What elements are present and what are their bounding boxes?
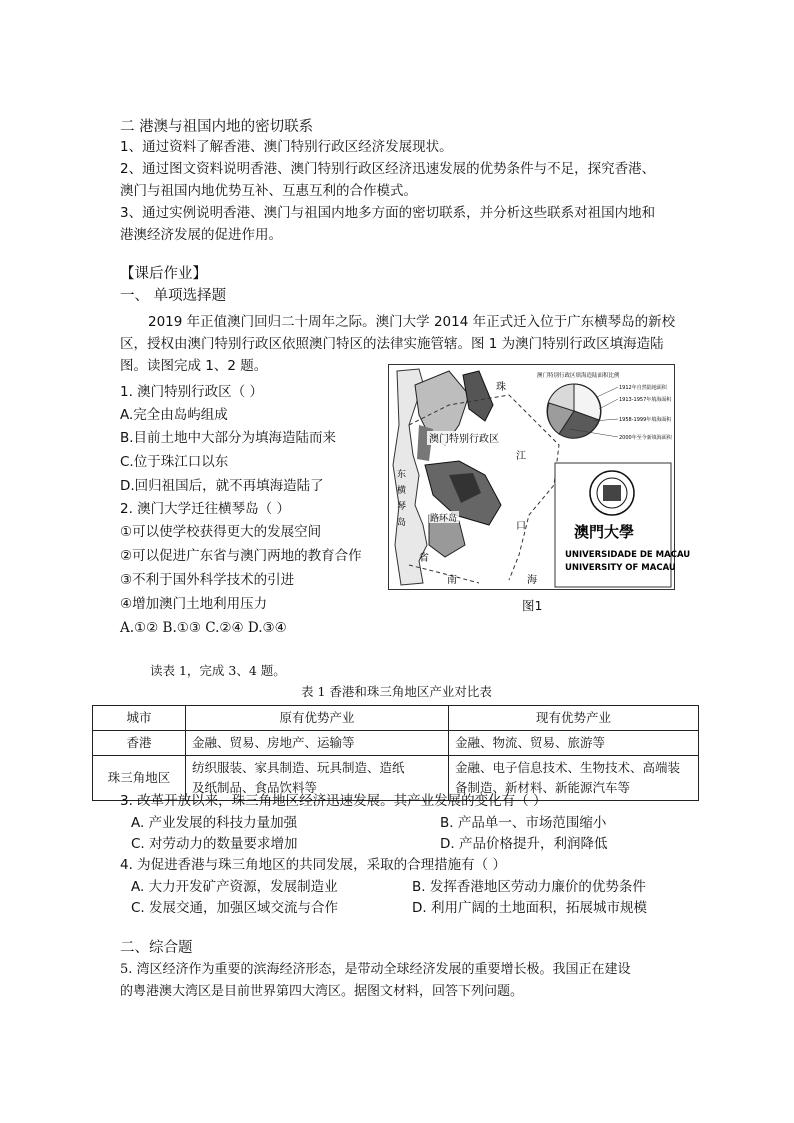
svg-text:东: 东 xyxy=(397,470,407,480)
table-cell-city: 珠三角地区 xyxy=(93,756,186,801)
svg-text:横: 横 xyxy=(397,486,407,496)
q1-option-b: B.目前土地中大部分为填海造陆而来 xyxy=(120,430,337,446)
sea-label: 江 xyxy=(516,451,526,462)
intro-line: 区，授权由澳门特别行政区依照澳门特区的法律实施管辖。图 1 为澳门特别行政区填海造陆 xyxy=(120,336,664,352)
table-header-row xyxy=(93,706,699,731)
sea-label: 海 xyxy=(527,575,537,586)
table-cell: 金融、电子信息技术、生物技术、高端装 备制造、新材料、新能源汽车等 xyxy=(449,756,699,801)
svg-text:1912年自然陆地面积: 1912年自然陆地面积 xyxy=(619,385,667,391)
q1-stem: 1. 澳门特别行政区（ ） xyxy=(120,384,263,400)
table-cell: 金融、物流、贸易、旅游等 xyxy=(449,731,699,756)
region-label: 澳门特别行政区 xyxy=(429,434,499,445)
q2-item: ①可以使学校获得更大的发展空间 xyxy=(120,524,322,540)
sea-label: 南 xyxy=(447,575,457,586)
logo-cn: 澳門大學 xyxy=(574,523,635,541)
q3-stem: 3. 改革开放以来，珠三角地区经济迅速发展。其产业发展的变化有（ ） xyxy=(120,793,547,809)
q2-item: ②可以促进广东省与澳门两地的教育合作 xyxy=(120,548,362,564)
q4-stem: 4. 为促进香港与珠三角地区的共同发展，采取的合理措施有（ ） xyxy=(120,857,506,873)
q3-option-d: D. 产品价格提升，利润降低 xyxy=(440,836,608,852)
goal-line: 港澳经济发展的促进作用。 xyxy=(120,227,282,243)
table-header: 现有优势产业 xyxy=(449,706,699,731)
q1-option-a: A.完全由岛屿组成 xyxy=(120,407,228,423)
industry-table xyxy=(92,705,699,801)
q3-option-c: C. 对劳动力的数量要求增加 xyxy=(131,836,298,852)
svg-text:2000年至今新填海面积: 2000年至今新填海面积 xyxy=(619,435,672,441)
q2-options: A.①② B.①③ C.②④ D.③④ xyxy=(120,620,287,636)
q4-option-b: B. 发挥香港地区劳动力廉价的优势条件 xyxy=(412,879,646,895)
goal-line: 3、通过实例说明香港、澳门与祖国内地多方面的密切联系，并分析这些联系对祖国内地和 xyxy=(120,205,656,221)
figure-1 xyxy=(388,364,691,590)
q2-stem: 2. 澳门大学迁往横琴岛（ ） xyxy=(120,501,290,517)
intro-line: 图。读图完成 1、2 题。 xyxy=(120,358,268,374)
road-label: 路环岛 xyxy=(430,514,458,524)
table-cell: 金融、贸易、房地产、运输等 xyxy=(186,731,449,756)
part2-title: 二、综合题 xyxy=(120,940,193,956)
table-row xyxy=(93,731,699,756)
table-header: 城市 xyxy=(93,706,186,731)
q4-option-a: A. 大力开发矿产资源，发展制造业 xyxy=(131,879,338,895)
svg-text:1958-1999年填海面积: 1958-1999年填海面积 xyxy=(619,417,672,423)
q2-item: ④增加澳门土地利用压力 xyxy=(120,596,268,612)
logo-en: UNIVERSITY OF MACAU xyxy=(565,563,676,573)
q3-option-a: A. 产业发展的科技力量加强 xyxy=(131,815,298,831)
goal-line: 1、通过资料了解香港、澳门特别行政区经济发展现状。 xyxy=(120,139,453,155)
q5-line: 的粤港澳大湾区是目前世界第四大湾区。据图文材料，回答下列问题。 xyxy=(120,984,524,999)
goal-line: 2、通过图文资料说明香港、澳门特别行政区经济迅速发展的优势条件与不足，探究香港、 xyxy=(120,161,656,177)
table-cell-city: 香港 xyxy=(93,731,186,756)
q4-option-d: D. 利用广阔的土地面积，拓展城市规模 xyxy=(412,900,647,916)
homework-title: 【课后作业】 xyxy=(120,266,207,282)
logo-pt: UNIVERSIDADE DE MACAU xyxy=(565,550,691,560)
part1-title: 一、 单项选择题 xyxy=(120,288,227,304)
goal-line: 澳门与祖国内地优势互补、互惠互利的合作模式。 xyxy=(120,183,417,199)
table-title: 表 1 香港和珠三角地区产业对比表 xyxy=(301,684,492,699)
intro-line: 2019 年正值澳门回归二十周年之际。澳门大学 2014 年正式迁入位于广东横琴岛的新校 xyxy=(148,314,676,330)
q1-option-c: C.位于珠江口以东 xyxy=(120,454,229,470)
q1-option-d: D.回归祖国后，就不再填海造陆了 xyxy=(120,478,324,494)
svg-text:琴: 琴 xyxy=(397,502,407,512)
section-title: 二 港澳与祖国内地的密切联系 xyxy=(120,119,314,135)
svg-text:1913-1957年填海面积: 1913-1957年填海面积 xyxy=(619,397,672,403)
q4-option-c: C. 发展交通，加强区域交流与合作 xyxy=(131,900,339,916)
q5-line: 5. 湾区经济作为重要的滨海经济形态，是带动全球经济发展的重要增长极。我国正在建设 xyxy=(120,962,631,977)
sea-label: 珠 xyxy=(496,382,506,393)
figure-caption: 图1 xyxy=(522,598,543,613)
svg-text:岛: 岛 xyxy=(397,518,407,528)
macau-map xyxy=(389,365,691,589)
sea-label: 口 xyxy=(516,521,526,532)
table-intro: 读表 1，完成 3、4 题。 xyxy=(150,663,286,678)
table-header: 原有优势产业 xyxy=(186,706,449,731)
pie-legend xyxy=(619,384,673,441)
q2-item: ③不利于国外科学技术的引进 xyxy=(120,572,295,588)
pie-title: 澳门特别行政区填海造陆面积比例 xyxy=(537,373,620,379)
table-cell: 纺织服装、家具制造、玩具制造、造纸 及纸制品、食品饮料等 xyxy=(186,756,449,801)
q3-option-b: B. 产品单一、市场范围缩小 xyxy=(440,815,607,831)
province-label: 省 xyxy=(419,553,429,564)
